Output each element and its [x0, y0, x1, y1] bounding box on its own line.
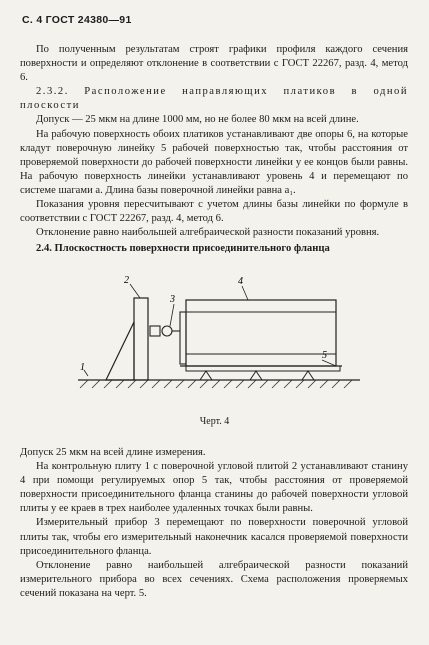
figure-label-5: 5	[322, 350, 327, 361]
paragraph-setup: На контрольную плиту 1 с поверочной угловой плитой 2 устанавливают станину 4 при помощи регулируемых опор 5 так, чтобы расстояния от проверяемой поверхности присоединительного фланца станины до рабочей поверхности угловой плиты у ее краев в трех наиболее удаленных точках были равны.	[20, 461, 408, 515]
flange	[180, 312, 186, 364]
figure-label-4: 4	[238, 276, 243, 287]
paragraph-tolerance-flange: Допуск 25 мкм на всей длине измерения.	[20, 447, 206, 458]
indicator-dial	[162, 326, 172, 336]
paragraph-tolerance: Допуск — 25 мкм на длине 1000 мм, но не более 80 мкм на всей длине.	[36, 114, 359, 126]
bottom-text-block	[20, 446, 408, 601]
figure-label-1: 1	[80, 362, 85, 373]
paragraph-instrument: Измерительный прибор 3 перемещают по поверхности поверочной угловой плиты так, чтобы его измерительный наконечник касался проверяемой поверхности присоединительного фланца.	[20, 517, 408, 557]
paragraph-recalc: Показания уровня пересчитывают с учетом длины базы линейки по формуле в соответствии с ГОСТ 22267, разд. 4, метод 6.	[20, 199, 408, 225]
paragraph-result: Отклонение равно наибольшей алгебраической разности показаний измерительного прибора во всех сечениях. Схема расположения проверяемых сечений показана на черт. 5.	[20, 559, 408, 599]
machine-bed	[186, 300, 336, 366]
adjustable-supports	[200, 371, 314, 380]
top-text-block	[20, 43, 408, 256]
section-heading-2-4: 2.4. Плоскостность поверхности присоединительного фланца	[36, 243, 330, 255]
figure-label-2: 2	[124, 275, 129, 286]
figure-label-3: 3	[170, 294, 175, 305]
figure-4-drawing	[70, 270, 370, 400]
paragraph-procedure: На рабочую поверхность обоих платиков устанавливают две опоры 6, на которые кладут поверочную линейку 5 рабочей поверхностью так, чтобы расстояния от проверяемой поверхности до рабочей поверхности линейки у ее концов были равны. На рабочую поверхность линейки устанавливают уровень 4 и перемещают по системе шагами a. Длина базы поверочной линейки равна a₁.	[20, 128, 408, 196]
section-heading-2-3-2: 2.3.2. Расположение направляющих платиков в одной плоскости	[20, 86, 408, 112]
base-hatching	[80, 380, 352, 388]
figure-caption: Черт. 4	[199, 416, 230, 427]
paragraph-profile: По полученным результатам строят графики профиля каждого сечения поверхности и определяют отклонение в соответствии с ГОСТ 22267, разд. 4, метод 6.	[20, 44, 408, 84]
indicator-holder	[150, 326, 160, 336]
angle-plate	[134, 298, 148, 380]
paragraph-deviation: Отклонение равно наибольшей алгебраической разности показаний уровня.	[36, 227, 380, 239]
page-header: С. 4 ГОСТ 24380—91	[22, 14, 132, 26]
angle-plate-brace	[106, 322, 134, 380]
